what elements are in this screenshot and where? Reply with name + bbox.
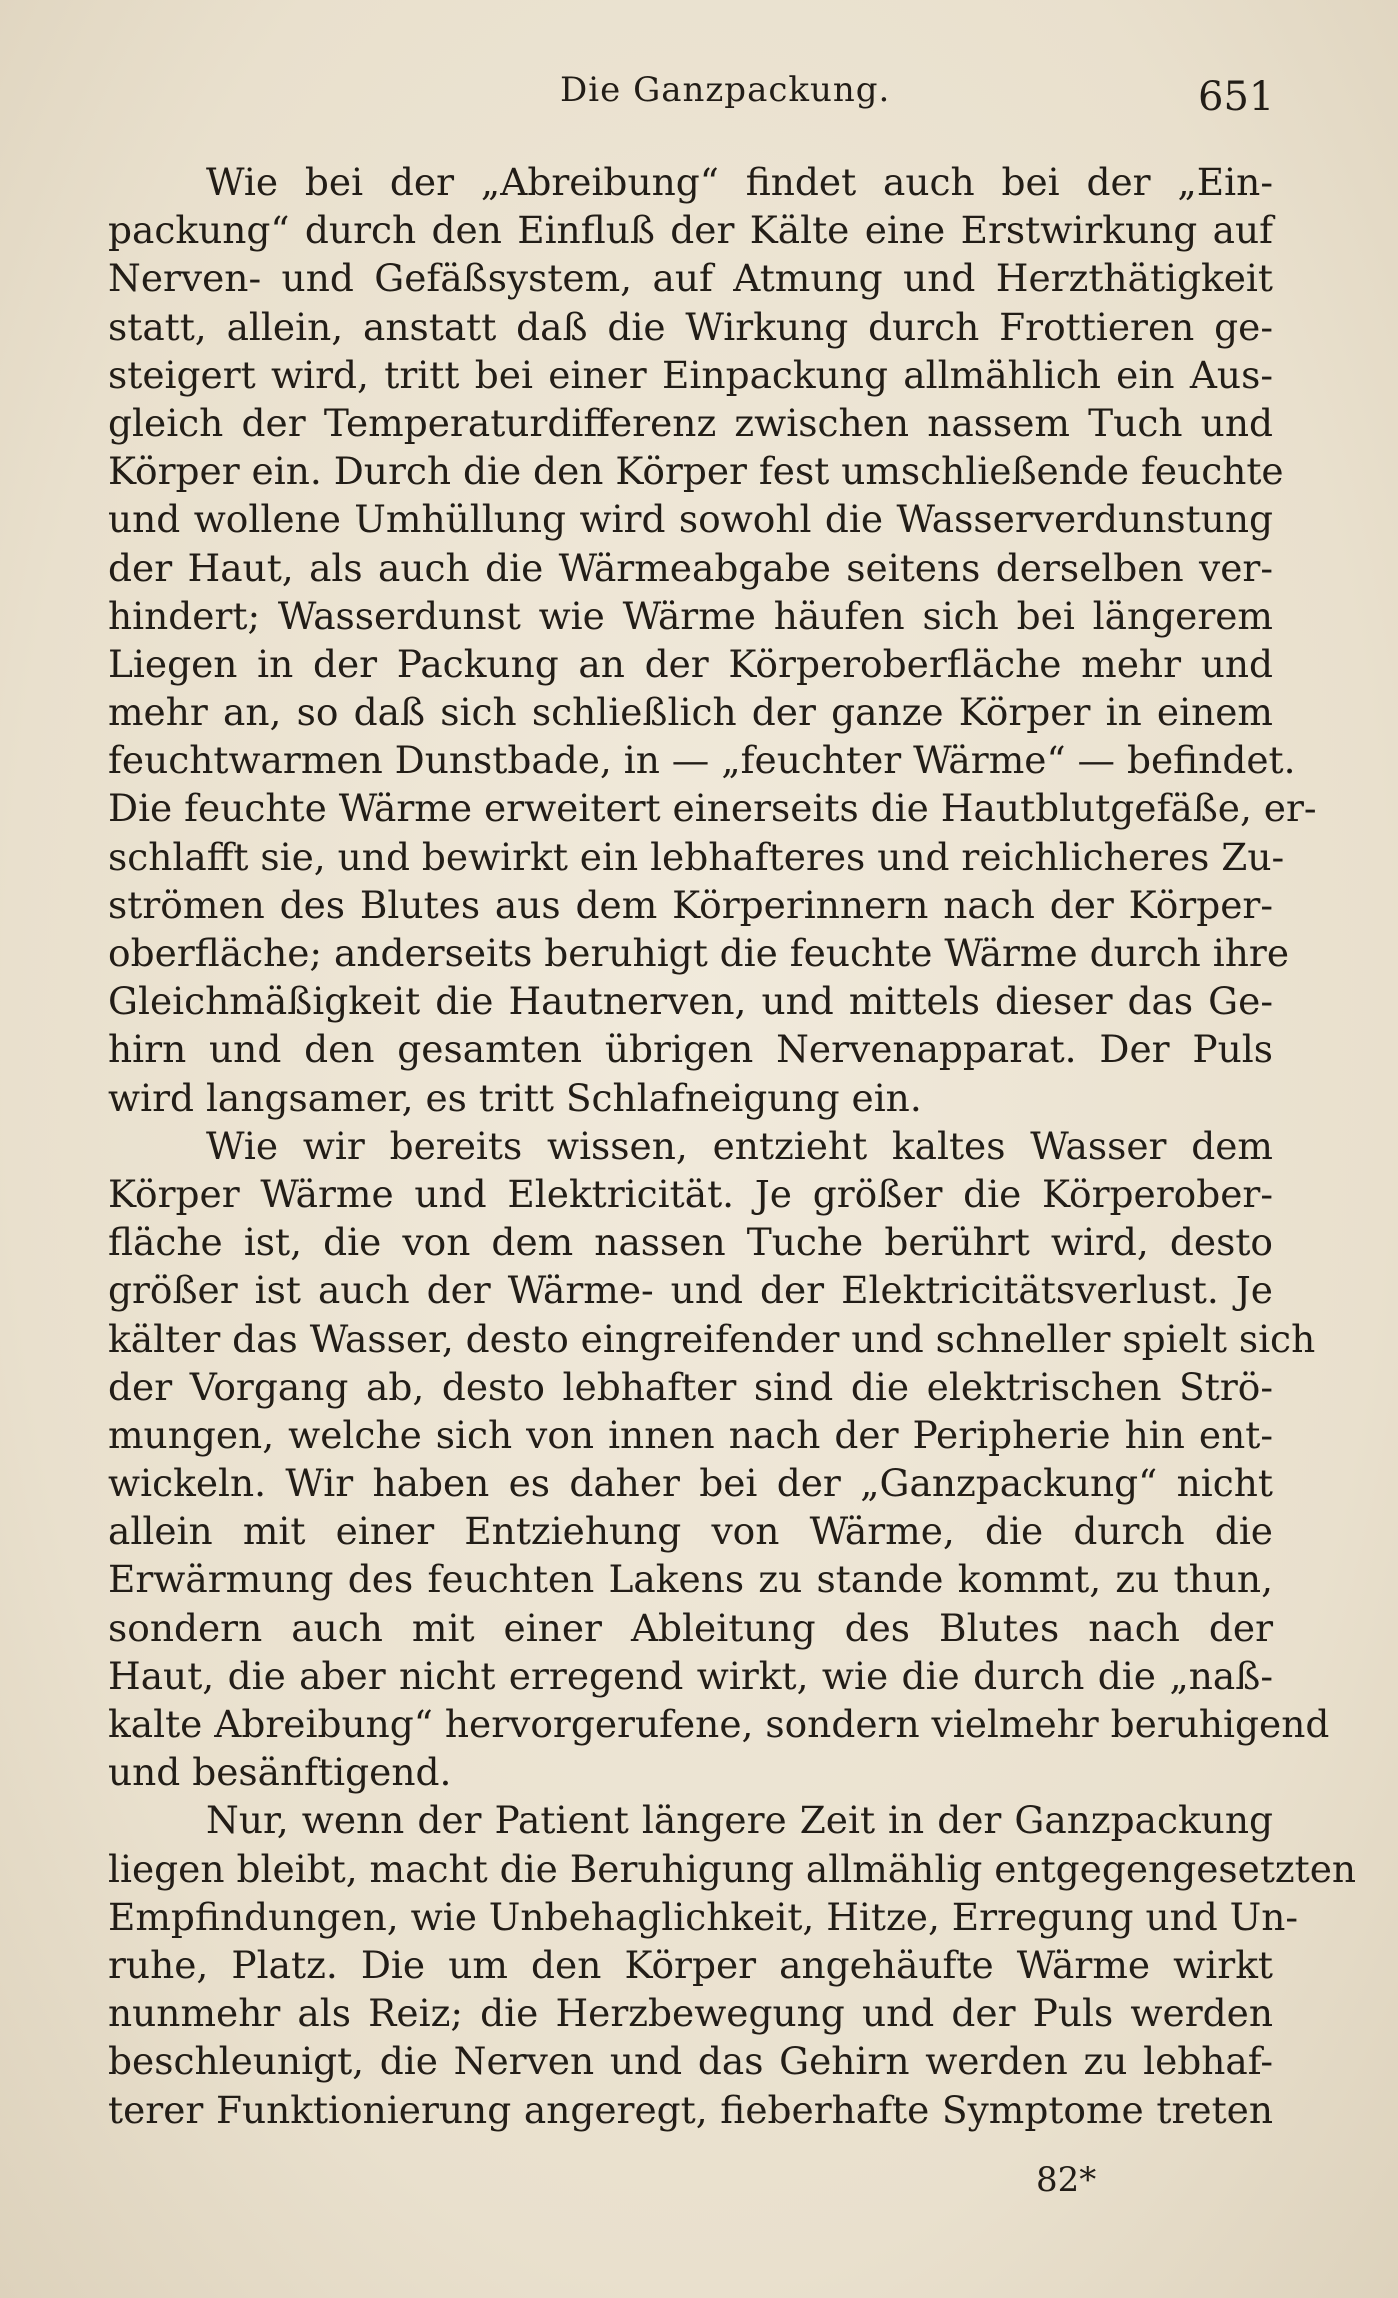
text-line: feuchtwarmen Dunstbade, in — „feuchter Wärme“ — befindet. xyxy=(108,738,1296,783)
text-line: mungen, welche sich von innen nach der Peripherie hin ent- xyxy=(108,1412,1273,1457)
text-line: kälter das Wasser, desto eingreifender und schneller spielt sich xyxy=(108,1316,1316,1361)
text-line: packung“ durch den Einfluß der Kälte eine Erstwirkung auf xyxy=(108,208,1273,253)
text-line: ruhe, Platz. Die um den Körper angehäufte Wärme wirkt xyxy=(108,1942,1273,1987)
text-line: Körper ein. Durch die den Körper fest umschließende feuchte xyxy=(108,449,1284,494)
text-line: schlafft sie, und bewirkt ein lebhafteres und reichlicheres Zu- xyxy=(108,834,1285,879)
text-line: gleich der Temperaturdifferenz zwischen nassem Tuch und xyxy=(108,400,1273,445)
text-line: Liegen in der Packung an der Körperoberfläche mehr und xyxy=(108,641,1273,686)
text-line: Gleichmäßigkeit die Hautnerven, und mittels dieser das Ge- xyxy=(108,979,1273,1024)
text-line: mehr an, so daß sich schließlich der ganze Körper in einem xyxy=(108,690,1273,735)
text-line: Haut, die aber nicht erregend wirkt, wie die durch die „naß- xyxy=(108,1653,1273,1698)
text-line: wird langsamer, es tritt Schlafneigung ein. xyxy=(108,1075,922,1120)
text-line: terer Funktionierung angeregt, fieberhafte Symptome treten xyxy=(108,2087,1273,2132)
text-line: kalte Abreibung“ hervorgerufene, sondern vielmehr beruhigend xyxy=(108,1702,1330,1746)
text-line: liegen bleibt, macht die Beruhigung allmählig entgegengesetzten xyxy=(108,1846,1357,1891)
text-line: beschleunigt, die Nerven und das Gehirn werden zu lebhaf- xyxy=(108,2039,1273,2084)
running-title: Die Ganzpackung. xyxy=(560,70,891,110)
text-line: allein mit einer Entziehung von Wärme, die durch die xyxy=(108,1509,1273,1554)
text-line: steigert wird, tritt bei einer Einpackung allmählich ein Aus- xyxy=(108,352,1273,397)
text-line: Erwärmung des feuchten Lakens zu stande kommt, zu thun, xyxy=(108,1557,1273,1602)
text-line: sondern auch mit einer Ableitung des Blutes nach der xyxy=(108,1605,1273,1650)
text-line: Empfindungen, wie Unbehaglichkeit, Hitze, Erregung und Un- xyxy=(108,1894,1299,1939)
text-line: und besänftigend. xyxy=(108,1750,452,1795)
page-number: 651 xyxy=(1198,74,1275,120)
text-line: und wollene Umhüllung wird sowohl die Wasserverdunstung xyxy=(108,497,1273,542)
text-line: der Haut, als auch die Wärmeabgabe seitens derselben ver- xyxy=(108,545,1273,590)
text-line: Wie wir bereits wissen, entzieht kaltes Wasser dem xyxy=(206,1123,1273,1168)
text-line: Körper Wärme und Elektricität. Je größer die Körperober- xyxy=(108,1171,1273,1216)
body-text xyxy=(108,158,1357,2134)
text-line: Wie bei der „Abreibung“ findet auch bei der „Ein- xyxy=(206,160,1273,204)
signature-mark: 82* xyxy=(1036,2160,1097,2200)
text-line: oberfläche; anderseits beruhigt die feuchte Wärme durch ihre xyxy=(108,931,1290,975)
text-line: größer ist auch der Wärme- und der Elektricitätsverlust. Je xyxy=(108,1268,1273,1313)
text-line: Nur, wenn der Patient längere Zeit in der Ganzpackung xyxy=(206,1798,1273,1843)
text-line: statt, allein, anstatt daß die Wirkung durch Frottieren ge- xyxy=(108,304,1273,349)
text-line: wickeln. Wir haben es daher bei der „Ganzpackung“ nicht xyxy=(108,1461,1273,1506)
text-line: Die feuchte Wärme erweitert einerseits die Hautblutgefäße, er- xyxy=(108,786,1317,831)
text-line: nunmehr als Reiz; die Herzbewegung und der Puls werden xyxy=(108,1991,1273,2036)
text-line: Nerven- und Gefäßsystem, auf Atmung und Herzthätigkeit xyxy=(108,256,1273,301)
text-line: hirn und den gesamten übrigen Nervenapparat. Der Puls xyxy=(108,1027,1273,1072)
text-line: der Vorgang ab, desto lebhafter sind die elektrischen Strö- xyxy=(108,1364,1273,1409)
text-line: strömen des Blutes aus dem Körperinnern nach der Körper- xyxy=(108,882,1273,927)
text-line: fläche ist, die von dem nassen Tuche berührt wird, desto xyxy=(108,1220,1273,1265)
text-line: hindert; Wasserdunst wie Wärme häufen sich bei längerem xyxy=(108,593,1273,638)
